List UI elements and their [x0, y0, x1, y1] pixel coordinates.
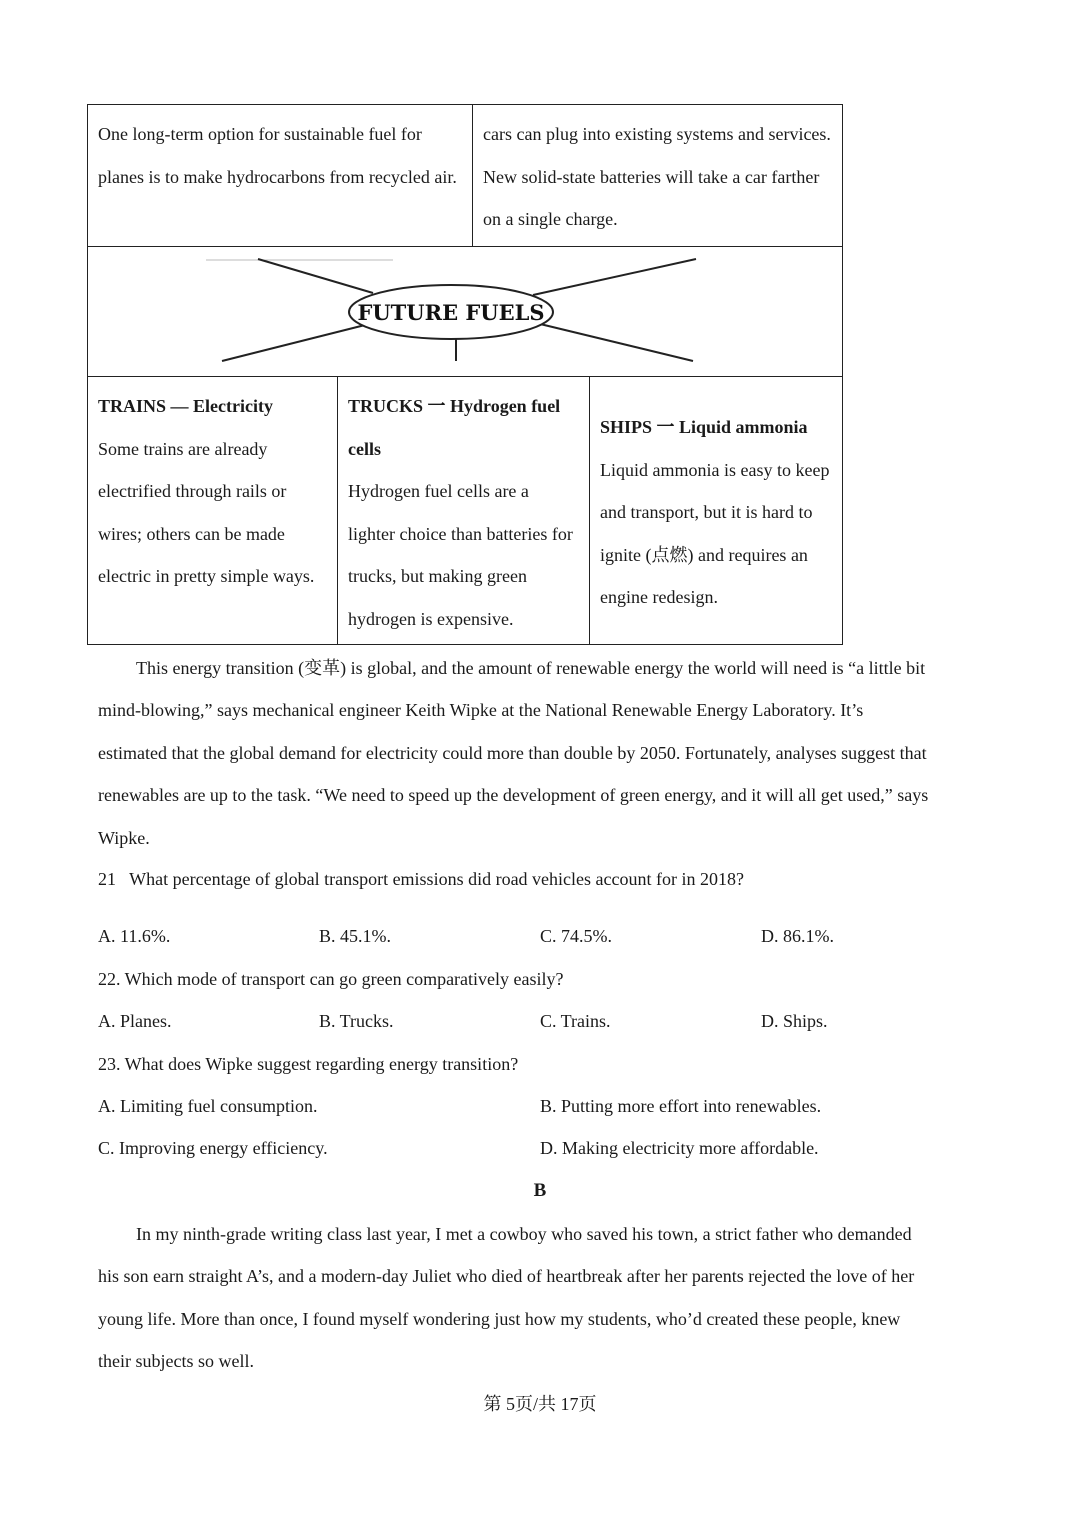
question-23-option-d: D. Making electricity more affordable.	[540, 1138, 819, 1158]
ships-text: Liquid ammonia is easy to keep and transport, but it is hard to ignite (点燃) and requires an engine redesign.	[600, 459, 830, 607]
future-fuels-diagram	[88, 247, 841, 375]
question-21-option-b: B. 45.1%.	[319, 926, 391, 946]
ships-cell	[589, 376, 843, 645]
paragraph1-line: renewables are up to the task. “We need to speed up the development of green energy, and it will all get used,” says	[98, 785, 929, 805]
question-23-stem: 23. What does Wipke suggest regarding energy transition?	[98, 1054, 519, 1074]
paragraph1-line: mind-blowing,” says mechanical engineer Keith Wipke at the National Renewable Energy Laboratory. It’s	[98, 700, 864, 720]
table-top-left-cell	[87, 104, 473, 247]
paragraph1-line: Wipke.	[98, 828, 150, 848]
trains-heading: TRAINS — Electricity	[98, 396, 273, 416]
question-22-option-a: A. Planes.	[98, 1011, 172, 1031]
question-21-stem: 21 What percentage of global transport emissions did road vehicles account for in 2018?	[98, 869, 744, 889]
paragraph1-line: estimated that the global demand for electricity could more than double by 2050. Fortunately, analyses suggest that	[98, 743, 927, 763]
trucks-heading: TRUCKS 一 Hydrogen fuel cells	[348, 396, 561, 459]
figure-cell	[87, 246, 843, 377]
paragraph2-line: In my ninth-grade writing class last year, I met a cowboy who saved his town, a strict father who demanded	[136, 1224, 912, 1244]
trucks-text: Hydrogen fuel cells are a lighter choice than batteries for trucks, but making green hydrogen is expensive.	[348, 481, 573, 629]
future-fuels-label: FUTURE FUELS	[357, 300, 545, 325]
question-21-option-d: D. 86.1%.	[761, 926, 834, 946]
question-22-option-d: D. Ships.	[761, 1011, 828, 1031]
trains-text: Some trains are already electrified through rails or wires; others can be made electric in pretty simple ways.	[98, 438, 315, 586]
section-heading: B	[533, 1180, 547, 1201]
question-21-option-c: C. 74.5%.	[540, 926, 612, 946]
page-footer: 第 5页/共 17页	[483, 1394, 597, 1414]
planes-text: One long-term option for sustainable fuel for planes is to make hydrocarbons from recycled air.	[98, 124, 457, 187]
trucks-cell	[337, 376, 590, 645]
paragraph2-line: their subjects so well.	[98, 1351, 254, 1371]
cars-text: cars can plug into existing systems and services. New solid-state batteries will take a car farther on a single charge.	[483, 124, 831, 229]
question-23-option-a: A. Limiting fuel consumption.	[98, 1096, 318, 1116]
question-23-option-b: B. Putting more effort into renewables.	[540, 1096, 822, 1116]
question-22-stem: 22. Which mode of transport can go green comparatively easily?	[98, 969, 564, 989]
trains-cell	[87, 376, 338, 645]
question-23-option-c: C. Improving energy efficiency.	[98, 1138, 328, 1158]
question-21-option-a: A. 11.6%.	[98, 926, 171, 946]
paragraph1-line: This energy transition (变革) is global, and the amount of renewable energy the world will need is “a little bit	[136, 658, 926, 678]
question-22-option-c: C. Trains.	[540, 1011, 611, 1031]
question-22-option-b: B. Trucks.	[319, 1011, 394, 1031]
table-top-right-cell	[472, 104, 843, 247]
ships-heading: SHIPS 一 Liquid ammonia	[600, 417, 808, 437]
paragraph2-line: young life. More than once, I found myself wondering just how my students, who’d created these people, knew	[98, 1309, 901, 1329]
paragraph2-line: his son earn straight A’s, and a modern-day Juliet who died of heartbreak after her parents rejected the love of her	[98, 1266, 915, 1286]
